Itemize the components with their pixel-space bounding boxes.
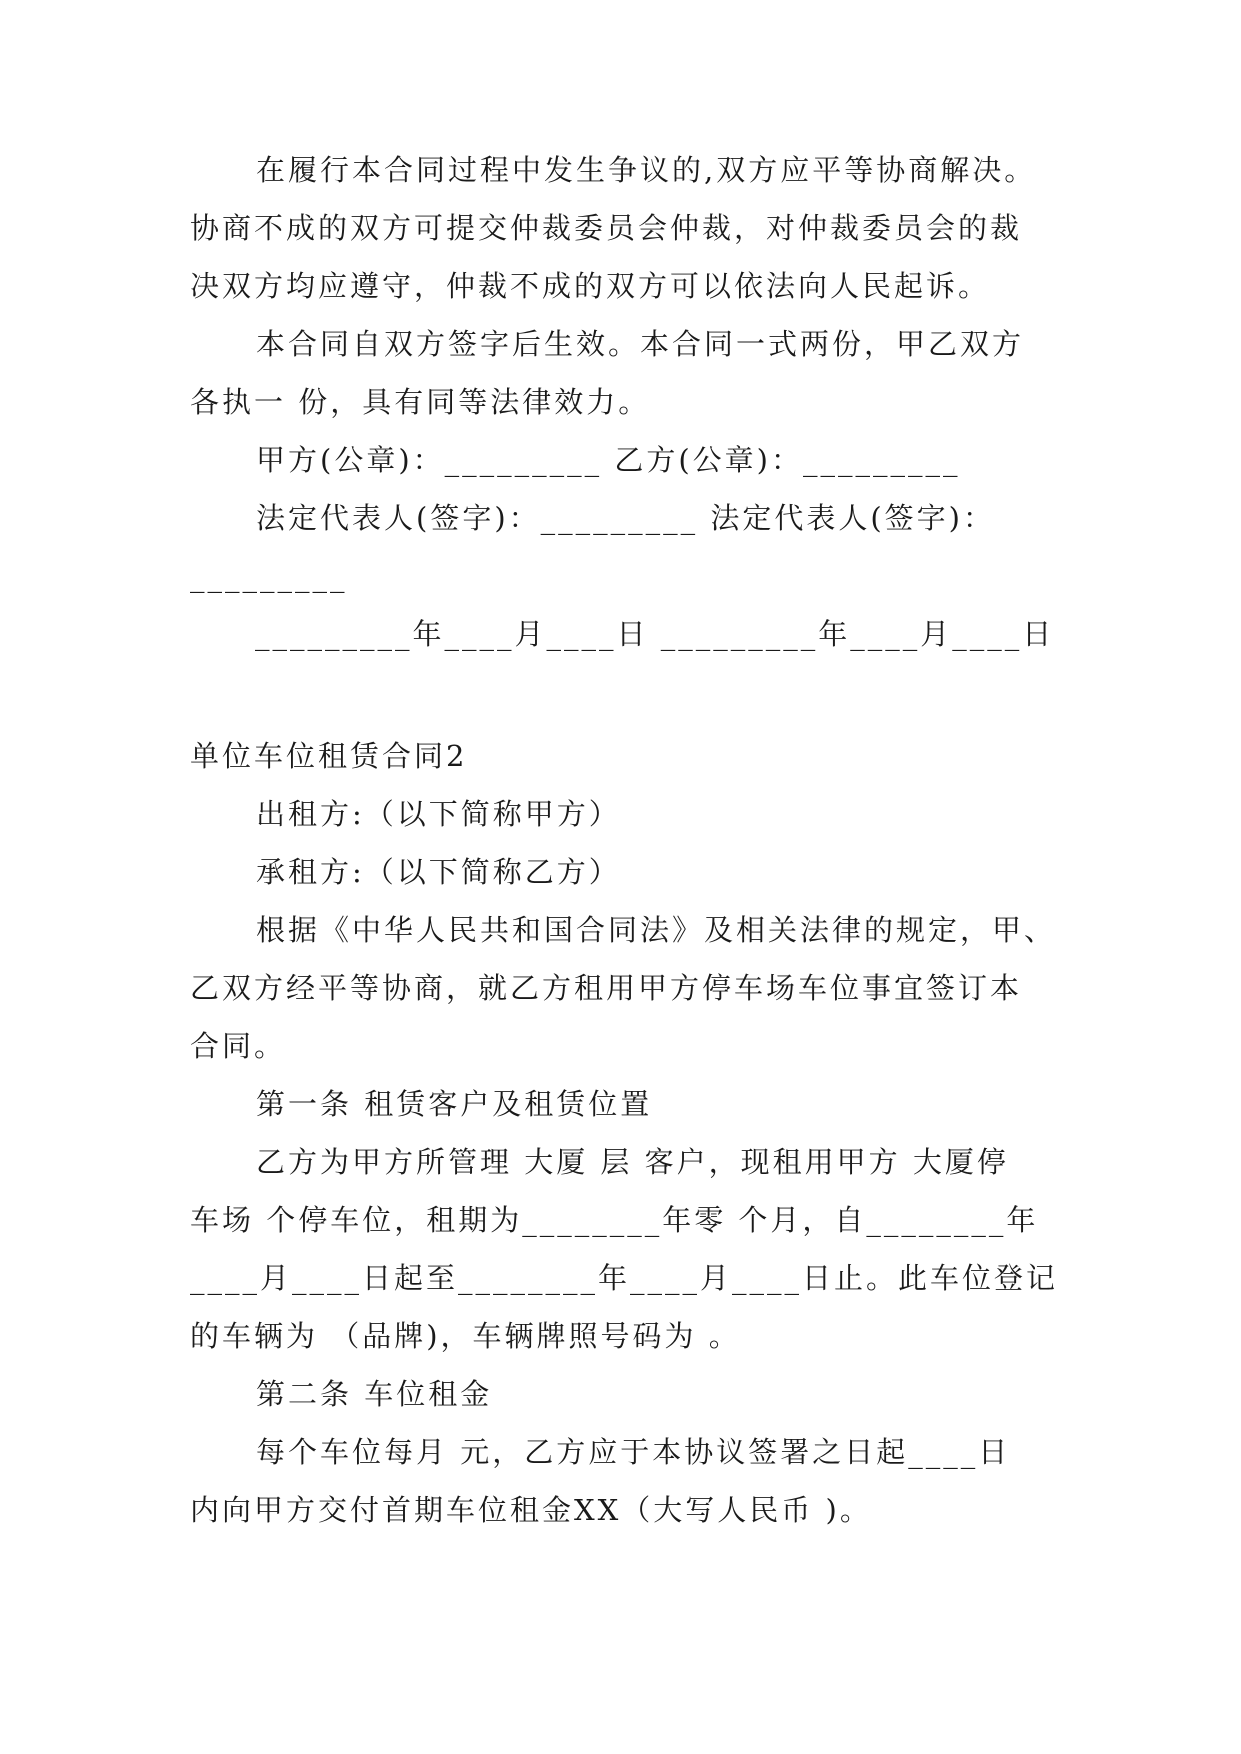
article-1-line-4: 的车辆为 （品牌)，车辆牌照号码为 。 xyxy=(190,1319,741,1353)
paragraph-basis-line-2: 乙双方经平等协商，就乙方租用甲方停车场车位事宜签订本 xyxy=(190,971,1023,1005)
section-title: 单位车位租赁合同2 xyxy=(190,739,468,773)
article-2-line-1: 每个车位每月 元，乙方应于本协议签署之日起____日 xyxy=(256,1435,1011,1469)
lessee-line: 承租方:（以下简称乙方） xyxy=(256,855,621,889)
signature-seal-line: 甲方(公章)：_________ 乙方(公章)：_________ xyxy=(256,443,961,477)
article-1-heading: 第一条 租赁客户及租赁位置 xyxy=(256,1087,653,1121)
signature-date-line: _________年____月____日 _________年____月____日 xyxy=(255,617,1055,651)
article-2-line-2: 内向甲方交付首期车位租金XX（大写人民币 )。 xyxy=(190,1493,872,1527)
article-1-line-3: ____月____日起至________年____月____日止。此车位登记 xyxy=(190,1261,1059,1295)
article-1-line-1: 乙方为甲方所管理 大厦 层 客户，现租用甲方 大厦停 xyxy=(256,1145,1009,1179)
paragraph-basis-line-3: 合同。 xyxy=(190,1029,287,1063)
article-2-heading: 第二条 车位租金 xyxy=(256,1377,493,1411)
article-1-line-2: 车场 个停车位，租期为________年零 个月，自________年 xyxy=(190,1203,1039,1237)
paragraph-effect-line-1: 本合同自双方签字后生效。本合同一式两份，甲乙双方 xyxy=(256,327,1025,361)
paragraph-dispute-line-1: 在履行本合同过程中发生争议的,双方应平等协商解决。 xyxy=(256,153,1037,187)
paragraph-dispute-line-2: 协商不成的双方可提交仲裁委员会仲裁，对仲裁委员会的裁 xyxy=(190,211,1023,245)
paragraph-dispute-line-3: 决双方均应遵守，仲裁不成的双方可以依法向人民起诉。 xyxy=(190,269,991,303)
signature-representative-line: 法定代表人(签字)：_________ 法定代表人(签字)： xyxy=(256,501,995,535)
signature-blank-line: _________ xyxy=(190,559,348,593)
lessor-line: 出租方:（以下简称甲方） xyxy=(256,797,621,831)
paragraph-effect-line-2: 各执一 份，具有同等法律效力。 xyxy=(190,385,651,419)
paragraph-basis-line-1: 根据《中华人民共和国合同法》及相关法律的规定，甲、 xyxy=(256,913,1057,947)
